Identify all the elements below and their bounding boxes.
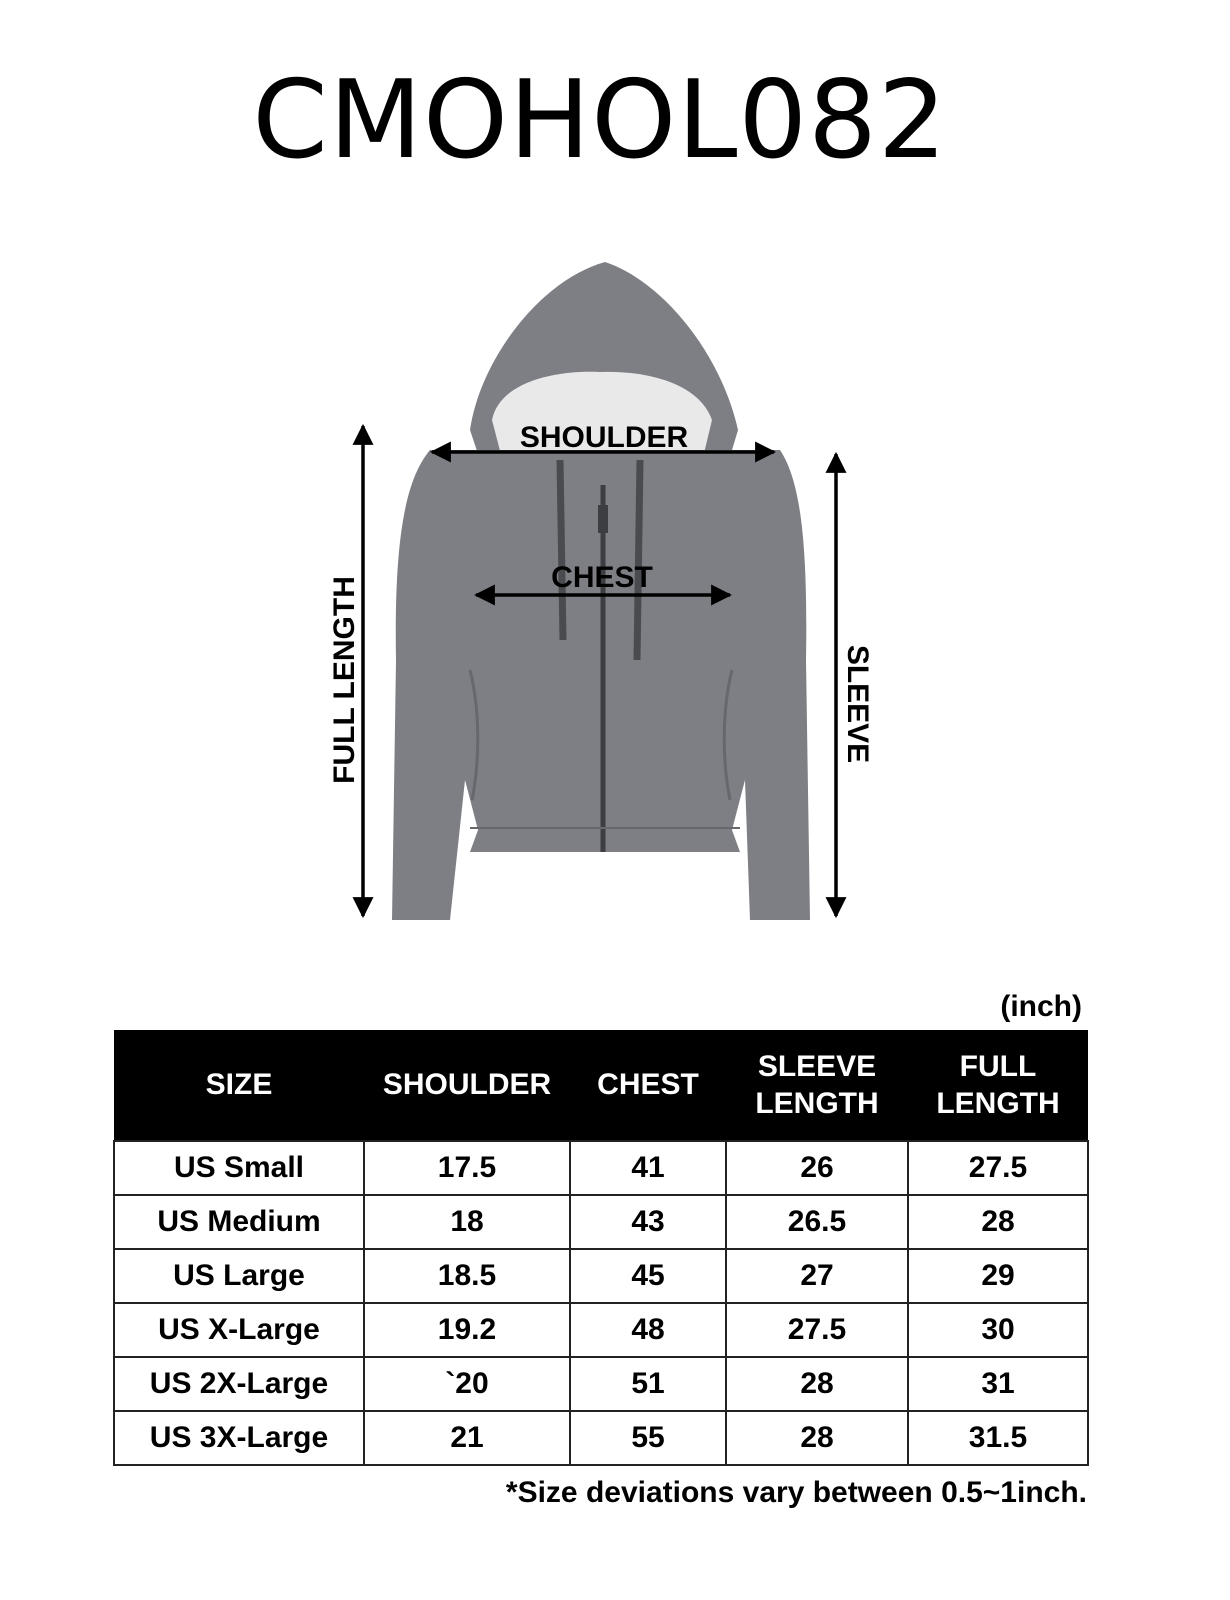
chest-cell: 55: [570, 1411, 726, 1465]
header-full-length-text: FULL LENGTH: [936, 1049, 1060, 1120]
sleeve-length-cell: 27.5: [726, 1303, 908, 1357]
product-code-title: CMOHOL082: [252, 58, 948, 183]
shoulder-cell: `20: [364, 1357, 570, 1411]
shoulder-cell: 21: [364, 1411, 570, 1465]
header-sleeve-length: [726, 1030, 908, 1141]
sleeve-length-cell: 26.5: [726, 1195, 908, 1249]
size-chart-table: [113, 1030, 1089, 1466]
full-length-label: FULL LENGTH: [328, 576, 361, 784]
chest-cell: 41: [570, 1141, 726, 1195]
shoulder-cell: 18: [364, 1195, 570, 1249]
chest-label: CHEST: [551, 561, 653, 594]
header-sleeve-length-text: SLEEVE LENGTH: [755, 1049, 879, 1120]
size-cell: US Large: [114, 1249, 364, 1303]
header-chest: [570, 1030, 726, 1141]
sleeve-length-cell: 28: [726, 1411, 908, 1465]
header-chest-text: CHEST: [597, 1068, 699, 1102]
shoulder-label: SHOULDER: [519, 421, 689, 454]
table-row: [114, 1195, 1088, 1249]
full-length-cell: 31: [908, 1357, 1088, 1411]
shoulder-cell: 18.5: [364, 1249, 570, 1303]
size-cell: US 2X-Large: [114, 1357, 364, 1411]
size-cell: US X-Large: [114, 1303, 364, 1357]
full-length-cell: 31.5: [908, 1411, 1088, 1465]
shoulder-cell: 19.2: [364, 1303, 570, 1357]
unit-label: (inch): [1000, 990, 1082, 1023]
full-length-cell: 30: [908, 1303, 1088, 1357]
full-length-cell: 28: [908, 1195, 1088, 1249]
size-cell: US Medium: [114, 1195, 364, 1249]
chest-cell: 45: [570, 1249, 726, 1303]
table-header-row: [114, 1030, 1088, 1141]
size-cell: US Small: [114, 1141, 364, 1195]
sleeve-length-cell: 28: [726, 1357, 908, 1411]
header-shoulder-text: SHOULDER: [382, 1068, 552, 1102]
sleeve-label: SLEEVE: [841, 644, 874, 764]
header-size: [114, 1030, 364, 1141]
size-cell: US 3X-Large: [114, 1411, 364, 1465]
full-length-cell: 29: [908, 1249, 1088, 1303]
header-shoulder: [364, 1030, 570, 1141]
shoulder-cell: 17.5: [364, 1141, 570, 1195]
table-row: [114, 1357, 1088, 1411]
full-length-cell: 27.5: [908, 1141, 1088, 1195]
table-row: [114, 1411, 1088, 1465]
table-row: [114, 1141, 1088, 1195]
header-size-text: SIZE: [205, 1068, 273, 1102]
chest-cell: 51: [570, 1357, 726, 1411]
sleeve-length-cell: 26: [726, 1141, 908, 1195]
chest-cell: 43: [570, 1195, 726, 1249]
sleeve-length-cell: 27: [726, 1249, 908, 1303]
size-deviation-note: *Size deviations vary between 0.5~1inch.: [505, 1476, 1087, 1509]
hoodie-illustration: [0, 240, 1230, 940]
hoodie-measurement-diagram: [0, 240, 1230, 940]
chest-cell: 48: [570, 1303, 726, 1357]
header-full-length: [908, 1030, 1088, 1141]
table-row: [114, 1303, 1088, 1357]
table-row: [114, 1249, 1088, 1303]
